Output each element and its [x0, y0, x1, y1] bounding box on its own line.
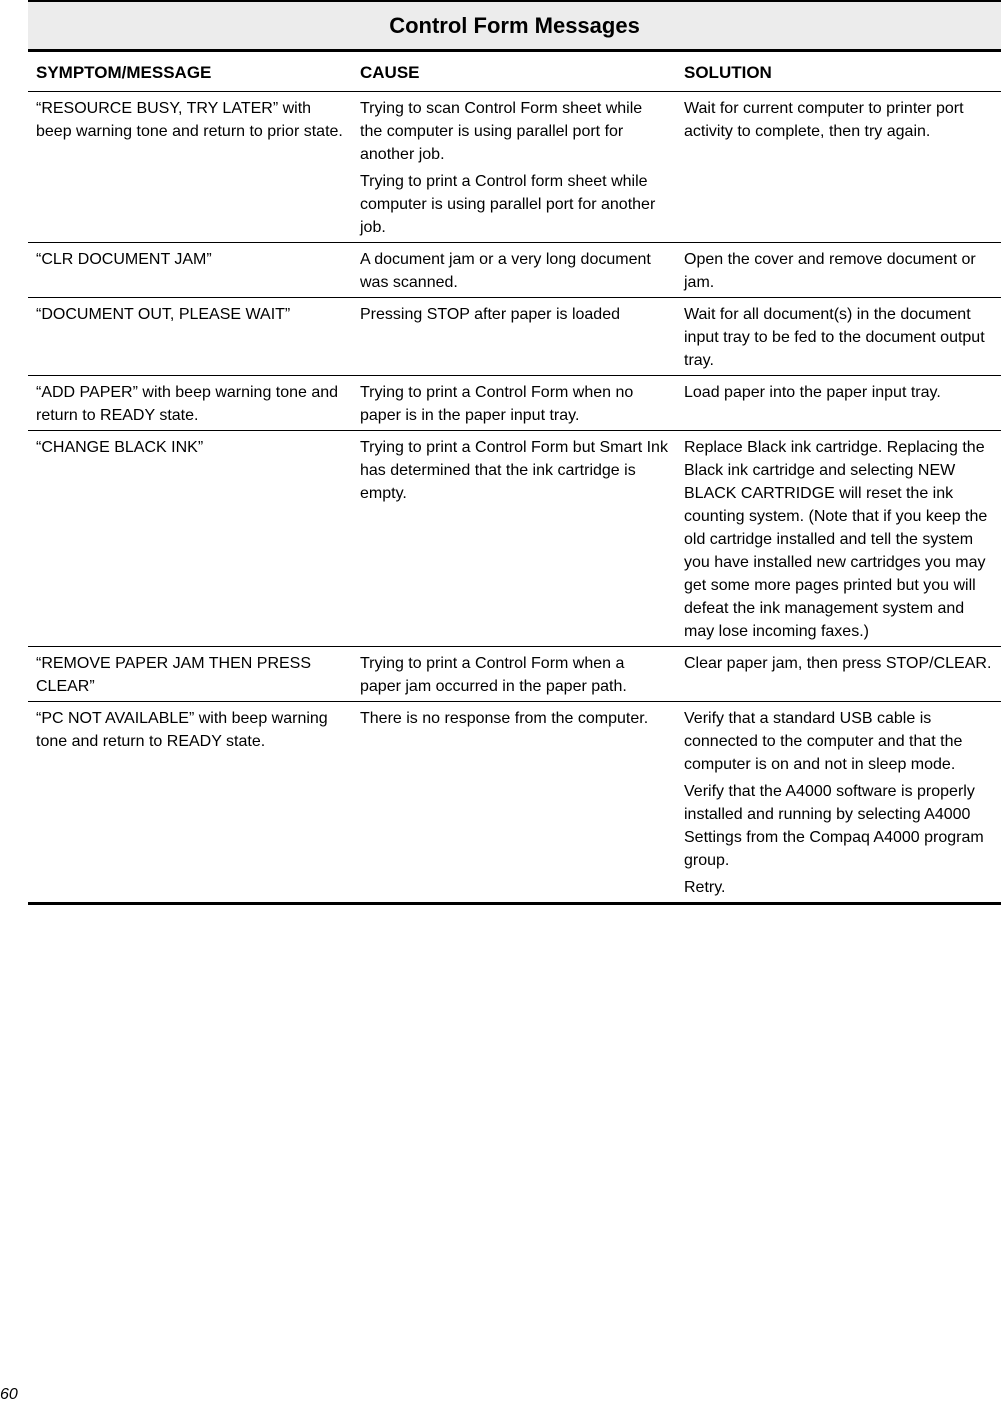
- symptom-cell: [28, 431, 352, 647]
- control-form-messages-table: [28, 0, 1001, 905]
- symptom-text: “CHANGE BLACK INK”: [36, 439, 204, 456]
- cause-text: Trying to print a Control Form when no paper is in the paper input tray.: [360, 384, 634, 424]
- table-row: [28, 431, 1001, 647]
- solution-cell: [676, 376, 1001, 431]
- table-row: [28, 92, 1001, 243]
- cause-text: A document jam or a very long document was scanned.: [360, 251, 651, 291]
- symptom-text: “REMOVE PAPER JAM THEN PRESS CLEAR”: [36, 655, 312, 695]
- solution-text: Replace Black ink cartridge. Replacing the Black ink cartridge and selecting NEW BLACK CARTRIDGE will reset the ink counting system. (Note that if you keep the old cartridge installed and tell the system you have installed new cartridges you may get some more pages printed but you will defeat the ink management system and may lose incoming faxes.): [684, 439, 988, 640]
- solution-cell: [676, 647, 1001, 702]
- header-cause: CAUSE: [352, 51, 676, 92]
- table-row: [28, 376, 1001, 431]
- solution-text: Wait for all document(s) in the document input tray to be fed to the document output tray.: [684, 306, 985, 369]
- table-row: [28, 298, 1001, 376]
- solution-text: Wait for current computer to printer port activity to complete, then try again.: [684, 100, 964, 140]
- symptom-cell: [28, 92, 352, 243]
- symptom-text: “CLR DOCUMENT JAM”: [36, 251, 212, 268]
- solution-text: Verify that a standard USB cable is connected to the computer and that the computer is on and not in sleep mode.: [684, 710, 963, 773]
- header-solution: SOLUTION: [676, 51, 1001, 92]
- table-row: [28, 243, 1001, 298]
- solution-cell: [676, 92, 1001, 243]
- table-row: [28, 647, 1001, 702]
- cause-text: Trying to print a Control Form but Smart Ink has determined that the ink cartridge is empty.: [360, 439, 668, 502]
- cause-cell: [352, 92, 676, 243]
- cause-cell: [352, 243, 676, 298]
- table-row: [28, 702, 1001, 904]
- symptom-text: “DOCUMENT OUT, PLEASE WAIT”: [36, 306, 291, 323]
- solution-cell: [676, 298, 1001, 376]
- solution-cell: [676, 243, 1001, 298]
- cause-cell: [352, 376, 676, 431]
- solution-cell: [676, 431, 1001, 647]
- solution-text: Verify that the A4000 software is properly installed and running by selecting A4000 Settings from the Compaq A4000 program group.: [684, 783, 984, 869]
- solution-text: Load paper into the paper input tray.: [684, 384, 941, 401]
- cause-text: Pressing STOP after paper is loaded: [360, 306, 620, 323]
- solution-text: Open the cover and remove document or jam.: [684, 251, 976, 291]
- symptom-cell: [28, 376, 352, 431]
- symptom-text: “PC NOT AVAILABLE” with beep warning tone and return to READY state.: [36, 710, 328, 750]
- cause-cell: [352, 298, 676, 376]
- cause-text: There is no response from the computer.: [360, 710, 649, 727]
- symptom-cell: [28, 647, 352, 702]
- symptom-cell: [28, 298, 352, 376]
- solution-cell: [676, 702, 1001, 904]
- symptom-text: “ADD PAPER” with beep warning tone and return to READY state.: [36, 384, 339, 424]
- cause-text: Trying to print a Control form sheet while computer is using parallel port for another job.: [360, 173, 656, 236]
- table-title: Control Form Messages: [28, 1, 1001, 51]
- header-symptom: SYMPTOM/MESSAGE: [28, 51, 352, 92]
- cause-text: Trying to print a Control Form when a paper jam occurred in the paper path.: [360, 655, 627, 695]
- table-body: [28, 92, 1001, 904]
- cause-text: Trying to scan Control Form sheet while the computer is using parallel port for another job.: [360, 100, 643, 163]
- symptom-cell: [28, 243, 352, 298]
- solution-text: Clear paper jam, then press STOP/CLEAR.: [684, 655, 992, 672]
- header-row: [28, 51, 1001, 92]
- page-number: 60: [0, 1386, 18, 1403]
- solution-text: Retry.: [684, 879, 726, 896]
- symptom-cell: [28, 702, 352, 904]
- cause-cell: [352, 647, 676, 702]
- symptom-text: “RESOURCE BUSY, TRY LATER” with beep warning tone and return to prior state.: [36, 100, 343, 140]
- cause-cell: [352, 702, 676, 904]
- title-row: [28, 1, 1001, 51]
- cause-cell: [352, 431, 676, 647]
